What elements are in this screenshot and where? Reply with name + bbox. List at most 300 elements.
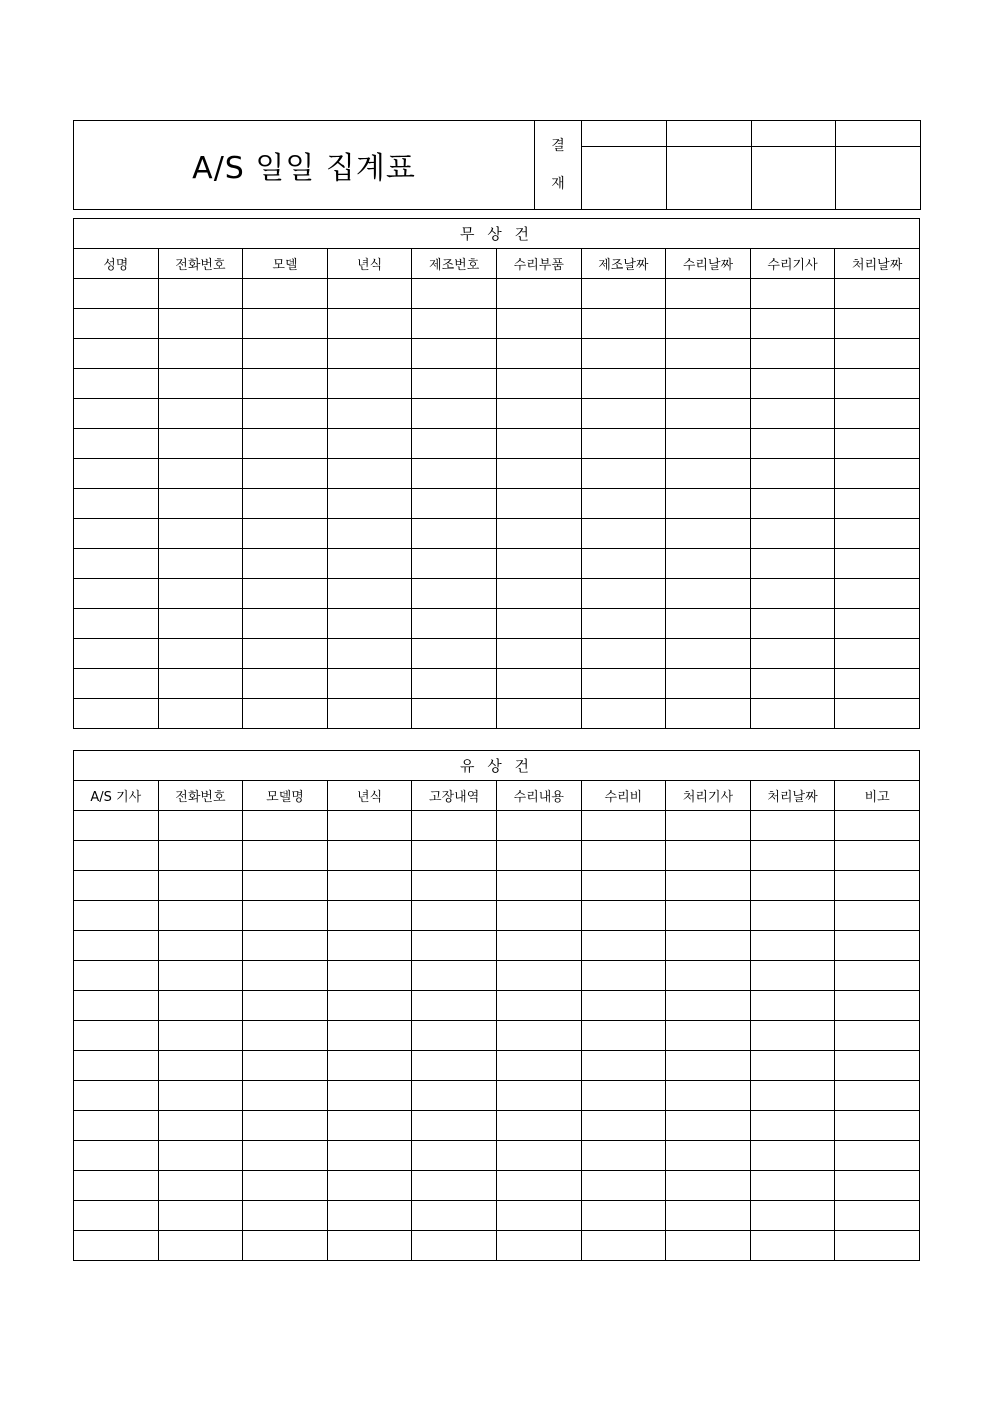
entry-cell[interactable] [74, 699, 159, 729]
entry-cell[interactable] [327, 309, 412, 339]
entry-cell[interactable] [74, 811, 159, 841]
entry-cell[interactable] [243, 991, 328, 1021]
entry-cell[interactable] [243, 961, 328, 991]
entry-cell[interactable] [327, 841, 412, 871]
entry-cell[interactable] [158, 579, 243, 609]
entry-cell[interactable] [243, 489, 328, 519]
entry-cell[interactable] [412, 1021, 497, 1051]
entry-cell[interactable] [496, 609, 581, 639]
entry-cell[interactable] [581, 811, 666, 841]
entry-cell[interactable] [327, 699, 412, 729]
entry-cell[interactable] [74, 1021, 159, 1051]
entry-cell[interactable] [835, 519, 920, 549]
entry-cell[interactable] [327, 1021, 412, 1051]
entry-cell[interactable] [581, 991, 666, 1021]
entry-cell[interactable] [750, 699, 835, 729]
entry-cell[interactable] [327, 429, 412, 459]
entry-cell[interactable] [835, 339, 920, 369]
entry-cell[interactable] [666, 429, 751, 459]
entry-cell[interactable] [496, 429, 581, 459]
entry-cell[interactable] [581, 309, 666, 339]
entry-cell[interactable] [750, 459, 835, 489]
entry-cell[interactable] [243, 369, 328, 399]
entry-cell[interactable] [581, 549, 666, 579]
entry-cell[interactable] [327, 871, 412, 901]
entry-cell[interactable] [74, 309, 159, 339]
entry-cell[interactable] [412, 519, 497, 549]
entry-cell[interactable] [327, 901, 412, 931]
entry-cell[interactable] [158, 1021, 243, 1051]
entry-cell[interactable] [412, 1141, 497, 1171]
approval-signature-cell[interactable] [582, 147, 667, 210]
entry-cell[interactable] [750, 399, 835, 429]
entry-cell[interactable] [327, 459, 412, 489]
entry-cell[interactable] [243, 1021, 328, 1051]
entry-cell[interactable] [74, 369, 159, 399]
entry-cell[interactable] [750, 429, 835, 459]
entry-cell[interactable] [750, 811, 835, 841]
entry-cell[interactable] [243, 811, 328, 841]
entry-cell[interactable] [158, 309, 243, 339]
entry-cell[interactable] [412, 961, 497, 991]
entry-cell[interactable] [666, 399, 751, 429]
entry-cell[interactable] [581, 1111, 666, 1141]
approval-signature-cell[interactable] [667, 147, 752, 210]
entry-cell[interactable] [835, 639, 920, 669]
entry-cell[interactable] [158, 609, 243, 639]
entry-cell[interactable] [243, 1141, 328, 1171]
entry-cell[interactable] [666, 1201, 751, 1231]
entry-cell[interactable] [243, 1051, 328, 1081]
entry-cell[interactable] [74, 609, 159, 639]
entry-cell[interactable] [412, 369, 497, 399]
entry-cell[interactable] [750, 339, 835, 369]
entry-cell[interactable] [496, 841, 581, 871]
entry-cell[interactable] [666, 459, 751, 489]
entry-cell[interactable] [412, 1231, 497, 1261]
entry-cell[interactable] [835, 1081, 920, 1111]
entry-cell[interactable] [496, 871, 581, 901]
entry-cell[interactable] [412, 931, 497, 961]
entry-cell[interactable] [750, 1141, 835, 1171]
entry-cell[interactable] [581, 1231, 666, 1261]
entry-cell[interactable] [581, 489, 666, 519]
entry-cell[interactable] [835, 1201, 920, 1231]
entry-cell[interactable] [412, 459, 497, 489]
entry-cell[interactable] [666, 1171, 751, 1201]
entry-cell[interactable] [74, 901, 159, 931]
entry-cell[interactable] [835, 1111, 920, 1141]
entry-cell[interactable] [666, 519, 751, 549]
entry-cell[interactable] [750, 901, 835, 931]
entry-cell[interactable] [74, 1201, 159, 1231]
entry-cell[interactable] [835, 699, 920, 729]
entry-cell[interactable] [666, 961, 751, 991]
entry-cell[interactable] [412, 429, 497, 459]
entry-cell[interactable] [666, 901, 751, 931]
entry-cell[interactable] [581, 579, 666, 609]
entry-cell[interactable] [835, 1051, 920, 1081]
entry-cell[interactable] [327, 1231, 412, 1261]
entry-cell[interactable] [496, 1051, 581, 1081]
entry-cell[interactable] [581, 699, 666, 729]
entry-cell[interactable] [74, 1171, 159, 1201]
entry-cell[interactable] [581, 609, 666, 639]
entry-cell[interactable] [581, 429, 666, 459]
entry-cell[interactable] [496, 1231, 581, 1261]
entry-cell[interactable] [496, 1171, 581, 1201]
entry-cell[interactable] [243, 309, 328, 339]
entry-cell[interactable] [243, 841, 328, 871]
entry-cell[interactable] [750, 549, 835, 579]
entry-cell[interactable] [581, 369, 666, 399]
entry-cell[interactable] [327, 519, 412, 549]
entry-cell[interactable] [835, 871, 920, 901]
entry-cell[interactable] [666, 309, 751, 339]
entry-cell[interactable] [496, 579, 581, 609]
entry-cell[interactable] [750, 1051, 835, 1081]
entry-cell[interactable] [74, 991, 159, 1021]
entry-cell[interactable] [74, 519, 159, 549]
entry-cell[interactable] [243, 459, 328, 489]
entry-cell[interactable] [750, 1111, 835, 1141]
entry-cell[interactable] [835, 1171, 920, 1201]
entry-cell[interactable] [581, 961, 666, 991]
entry-cell[interactable] [750, 309, 835, 339]
entry-cell[interactable] [835, 669, 920, 699]
entry-cell[interactable] [243, 699, 328, 729]
entry-cell[interactable] [835, 309, 920, 339]
entry-cell[interactable] [496, 549, 581, 579]
entry-cell[interactable] [666, 1051, 751, 1081]
entry-cell[interactable] [158, 1081, 243, 1111]
entry-cell[interactable] [412, 639, 497, 669]
entry-cell[interactable] [750, 639, 835, 669]
entry-cell[interactable] [412, 901, 497, 931]
entry-cell[interactable] [496, 459, 581, 489]
entry-cell[interactable] [750, 841, 835, 871]
entry-cell[interactable] [750, 991, 835, 1021]
entry-cell[interactable] [412, 871, 497, 901]
entry-cell[interactable] [158, 901, 243, 931]
entry-cell[interactable] [666, 1021, 751, 1051]
entry-cell[interactable] [496, 489, 581, 519]
entry-cell[interactable] [750, 871, 835, 901]
entry-cell[interactable] [666, 489, 751, 519]
entry-cell[interactable] [835, 549, 920, 579]
entry-cell[interactable] [158, 489, 243, 519]
entry-cell[interactable] [412, 609, 497, 639]
entry-cell[interactable] [412, 1051, 497, 1081]
entry-cell[interactable] [74, 399, 159, 429]
entry-cell[interactable] [496, 519, 581, 549]
entry-cell[interactable] [158, 1111, 243, 1141]
entry-cell[interactable] [158, 811, 243, 841]
entry-cell[interactable] [496, 991, 581, 1021]
entry-cell[interactable] [750, 1171, 835, 1201]
entry-cell[interactable] [581, 519, 666, 549]
entry-cell[interactable] [243, 901, 328, 931]
entry-cell[interactable] [243, 1171, 328, 1201]
entry-cell[interactable] [412, 1201, 497, 1231]
entry-cell[interactable] [243, 1111, 328, 1141]
entry-cell[interactable] [412, 399, 497, 429]
entry-cell[interactable] [666, 279, 751, 309]
entry-cell[interactable] [666, 339, 751, 369]
entry-cell[interactable] [158, 399, 243, 429]
entry-cell[interactable] [243, 609, 328, 639]
entry-cell[interactable] [666, 1111, 751, 1141]
entry-cell[interactable] [666, 811, 751, 841]
entry-cell[interactable] [327, 1051, 412, 1081]
entry-cell[interactable] [666, 841, 751, 871]
entry-cell[interactable] [750, 1201, 835, 1231]
entry-cell[interactable] [243, 279, 328, 309]
entry-cell[interactable] [74, 489, 159, 519]
entry-cell[interactable] [581, 459, 666, 489]
entry-cell[interactable] [412, 549, 497, 579]
entry-cell[interactable] [74, 841, 159, 871]
entry-cell[interactable] [835, 579, 920, 609]
entry-cell[interactable] [835, 841, 920, 871]
entry-cell[interactable] [243, 429, 328, 459]
entry-cell[interactable] [666, 1141, 751, 1171]
entry-cell[interactable] [158, 519, 243, 549]
entry-cell[interactable] [750, 1021, 835, 1051]
entry-cell[interactable] [835, 489, 920, 519]
entry-cell[interactable] [412, 991, 497, 1021]
entry-cell[interactable] [243, 871, 328, 901]
entry-cell[interactable] [750, 489, 835, 519]
entry-cell[interactable] [74, 871, 159, 901]
entry-cell[interactable] [74, 1051, 159, 1081]
entry-cell[interactable] [158, 669, 243, 699]
entry-cell[interactable] [835, 1231, 920, 1261]
entry-cell[interactable] [327, 399, 412, 429]
entry-cell[interactable] [496, 1201, 581, 1231]
entry-cell[interactable] [158, 639, 243, 669]
entry-cell[interactable] [666, 1081, 751, 1111]
entry-cell[interactable] [158, 1051, 243, 1081]
entry-cell[interactable] [327, 961, 412, 991]
entry-cell[interactable] [496, 669, 581, 699]
entry-cell[interactable] [243, 669, 328, 699]
entry-cell[interactable] [327, 1141, 412, 1171]
entry-cell[interactable] [496, 901, 581, 931]
entry-cell[interactable] [158, 841, 243, 871]
entry-cell[interactable] [158, 931, 243, 961]
entry-cell[interactable] [750, 669, 835, 699]
entry-cell[interactable] [666, 931, 751, 961]
entry-cell[interactable] [412, 579, 497, 609]
entry-cell[interactable] [835, 399, 920, 429]
entry-cell[interactable] [74, 931, 159, 961]
entry-cell[interactable] [581, 901, 666, 931]
entry-cell[interactable] [158, 991, 243, 1021]
entry-cell[interactable] [412, 841, 497, 871]
entry-cell[interactable] [496, 961, 581, 991]
entry-cell[interactable] [835, 991, 920, 1021]
entry-cell[interactable] [243, 579, 328, 609]
entry-cell[interactable] [581, 1081, 666, 1111]
entry-cell[interactable] [412, 1081, 497, 1111]
entry-cell[interactable] [496, 309, 581, 339]
approval-role-cell[interactable] [836, 121, 921, 147]
entry-cell[interactable] [327, 991, 412, 1021]
entry-cell[interactable] [158, 871, 243, 901]
entry-cell[interactable] [496, 399, 581, 429]
entry-cell[interactable] [835, 369, 920, 399]
entry-cell[interactable] [243, 339, 328, 369]
entry-cell[interactable] [327, 489, 412, 519]
entry-cell[interactable] [412, 279, 497, 309]
entry-cell[interactable] [581, 1171, 666, 1201]
entry-cell[interactable] [243, 931, 328, 961]
entry-cell[interactable] [158, 699, 243, 729]
entry-cell[interactable] [327, 369, 412, 399]
entry-cell[interactable] [496, 369, 581, 399]
entry-cell[interactable] [243, 399, 328, 429]
entry-cell[interactable] [666, 1231, 751, 1261]
entry-cell[interactable] [412, 699, 497, 729]
entry-cell[interactable] [243, 639, 328, 669]
entry-cell[interactable] [327, 669, 412, 699]
entry-cell[interactable] [581, 1021, 666, 1051]
entry-cell[interactable] [74, 1111, 159, 1141]
entry-cell[interactable] [581, 399, 666, 429]
entry-cell[interactable] [158, 459, 243, 489]
entry-cell[interactable] [74, 549, 159, 579]
entry-cell[interactable] [327, 811, 412, 841]
entry-cell[interactable] [74, 669, 159, 699]
entry-cell[interactable] [412, 489, 497, 519]
entry-cell[interactable] [74, 1141, 159, 1171]
entry-cell[interactable] [158, 339, 243, 369]
entry-cell[interactable] [412, 1111, 497, 1141]
entry-cell[interactable] [74, 1231, 159, 1261]
entry-cell[interactable] [243, 519, 328, 549]
entry-cell[interactable] [581, 1051, 666, 1081]
entry-cell[interactable] [327, 931, 412, 961]
entry-cell[interactable] [412, 309, 497, 339]
approval-signature-cell[interactable] [836, 147, 921, 210]
entry-cell[interactable] [750, 519, 835, 549]
entry-cell[interactable] [666, 369, 751, 399]
entry-cell[interactable] [327, 1111, 412, 1141]
entry-cell[interactable] [158, 1171, 243, 1201]
entry-cell[interactable] [327, 579, 412, 609]
entry-cell[interactable] [327, 609, 412, 639]
entry-cell[interactable] [750, 1231, 835, 1261]
entry-cell[interactable] [327, 549, 412, 579]
entry-cell[interactable] [412, 1171, 497, 1201]
entry-cell[interactable] [158, 1231, 243, 1261]
entry-cell[interactable] [666, 609, 751, 639]
entry-cell[interactable] [666, 579, 751, 609]
entry-cell[interactable] [412, 669, 497, 699]
entry-cell[interactable] [496, 639, 581, 669]
entry-cell[interactable] [581, 279, 666, 309]
entry-cell[interactable] [327, 1081, 412, 1111]
entry-cell[interactable] [158, 369, 243, 399]
approval-role-cell[interactable] [667, 121, 752, 147]
entry-cell[interactable] [74, 961, 159, 991]
entry-cell[interactable] [327, 1201, 412, 1231]
entry-cell[interactable] [581, 339, 666, 369]
entry-cell[interactable] [74, 1081, 159, 1111]
approval-signature-cell[interactable] [752, 147, 836, 210]
entry-cell[interactable] [835, 961, 920, 991]
approval-role-cell[interactable] [752, 121, 836, 147]
entry-cell[interactable] [496, 811, 581, 841]
entry-cell[interactable] [835, 1141, 920, 1171]
entry-cell[interactable] [412, 339, 497, 369]
entry-cell[interactable] [496, 699, 581, 729]
entry-cell[interactable] [750, 609, 835, 639]
entry-cell[interactable] [581, 669, 666, 699]
entry-cell[interactable] [835, 429, 920, 459]
entry-cell[interactable] [750, 961, 835, 991]
entry-cell[interactable] [327, 639, 412, 669]
entry-cell[interactable] [666, 699, 751, 729]
entry-cell[interactable] [496, 1141, 581, 1171]
entry-cell[interactable] [496, 1111, 581, 1141]
entry-cell[interactable] [243, 1201, 328, 1231]
entry-cell[interactable] [496, 339, 581, 369]
entry-cell[interactable] [496, 1021, 581, 1051]
entry-cell[interactable] [835, 931, 920, 961]
entry-cell[interactable] [243, 1081, 328, 1111]
entry-cell[interactable] [158, 961, 243, 991]
entry-cell[interactable] [666, 639, 751, 669]
entry-cell[interactable] [74, 279, 159, 309]
entry-cell[interactable] [750, 369, 835, 399]
entry-cell[interactable] [74, 579, 159, 609]
entry-cell[interactable] [581, 639, 666, 669]
entry-cell[interactable] [158, 279, 243, 309]
entry-cell[interactable] [750, 931, 835, 961]
entry-cell[interactable] [158, 1201, 243, 1231]
entry-cell[interactable] [412, 811, 497, 841]
entry-cell[interactable] [158, 549, 243, 579]
entry-cell[interactable] [581, 1201, 666, 1231]
entry-cell[interactable] [835, 901, 920, 931]
entry-cell[interactable] [581, 931, 666, 961]
entry-cell[interactable] [666, 669, 751, 699]
entry-cell[interactable] [581, 841, 666, 871]
entry-cell[interactable] [158, 429, 243, 459]
entry-cell[interactable] [243, 549, 328, 579]
entry-cell[interactable] [835, 459, 920, 489]
entry-cell[interactable] [158, 1141, 243, 1171]
entry-cell[interactable] [666, 871, 751, 901]
entry-cell[interactable] [74, 459, 159, 489]
entry-cell[interactable] [835, 811, 920, 841]
entry-cell[interactable] [74, 429, 159, 459]
entry-cell[interactable] [750, 1081, 835, 1111]
entry-cell[interactable] [750, 579, 835, 609]
entry-cell[interactable] [835, 279, 920, 309]
entry-cell[interactable] [327, 339, 412, 369]
entry-cell[interactable] [496, 279, 581, 309]
entry-cell[interactable] [327, 1171, 412, 1201]
approval-role-cell[interactable] [582, 121, 667, 147]
entry-cell[interactable] [74, 339, 159, 369]
entry-cell[interactable] [835, 609, 920, 639]
entry-cell[interactable] [666, 991, 751, 1021]
entry-cell[interactable] [74, 639, 159, 669]
entry-cell[interactable] [496, 1081, 581, 1111]
